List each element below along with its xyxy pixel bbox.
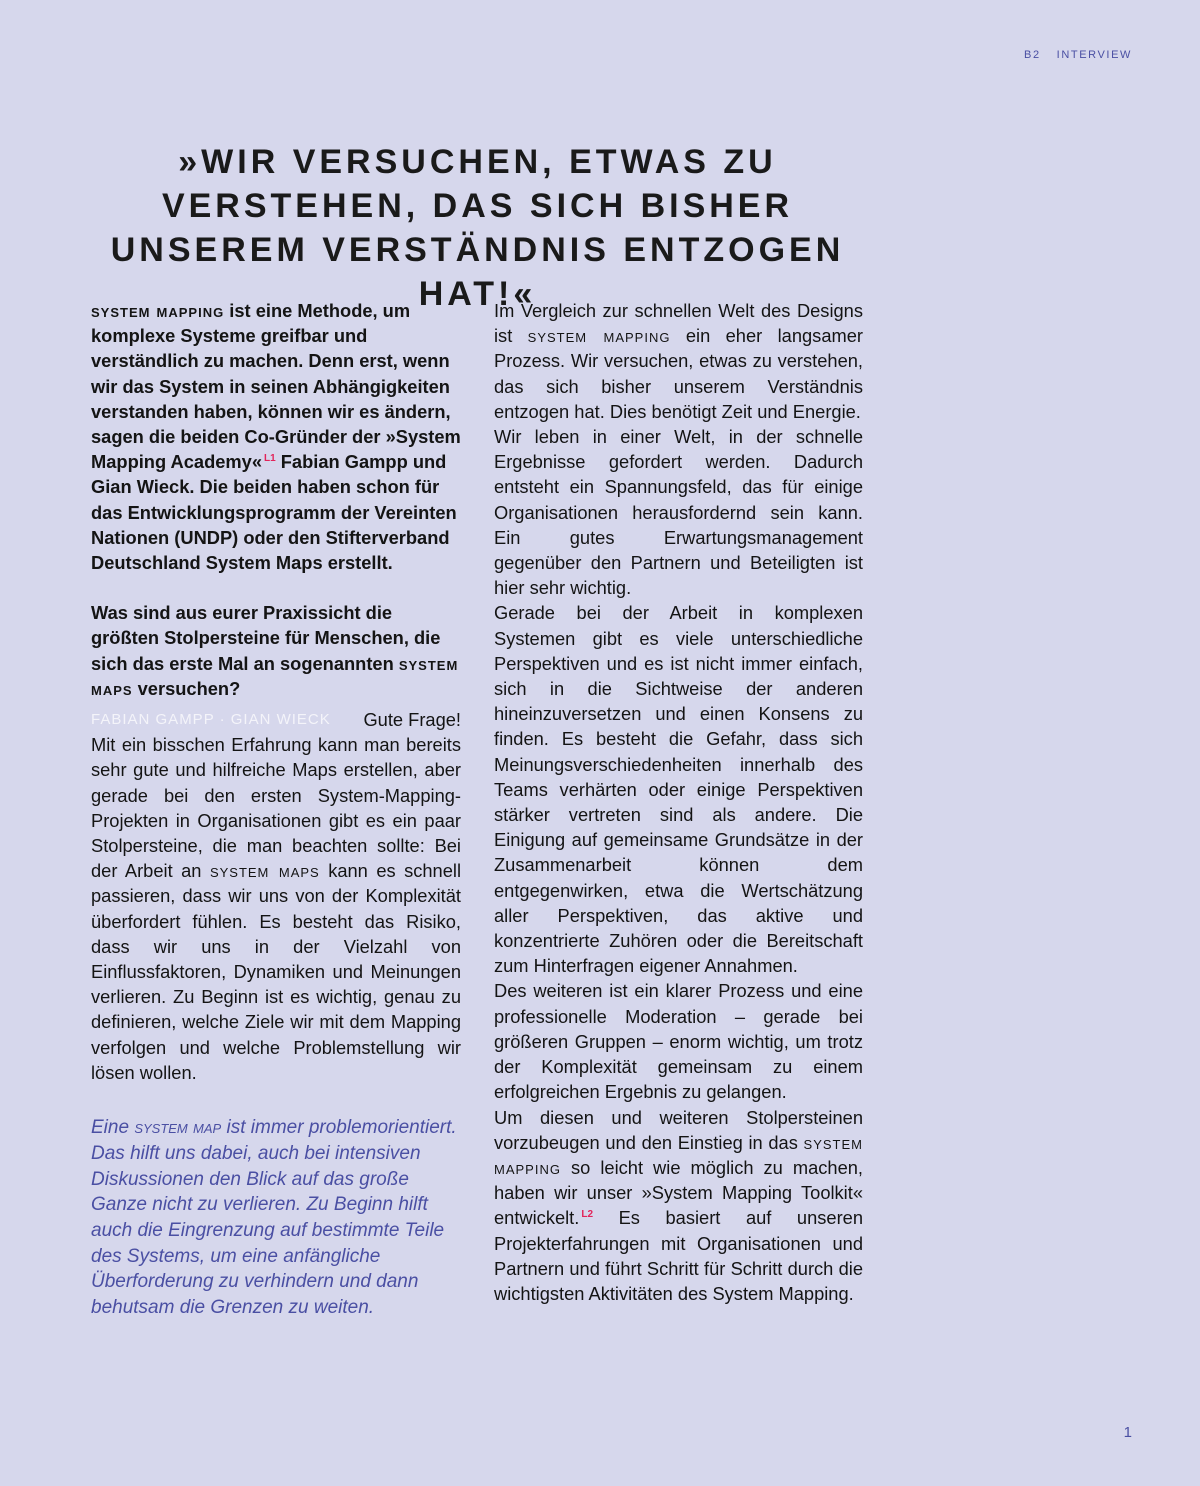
- right-paragraph-1: [494, 298, 863, 424]
- intro-text-2: Fabian Gampp und Gian Wieck. Die beiden haben schon für das Entwicklungsprogramm der Vereinten Nationen (UNDP) oder den Stifterverband Deutschland System Maps erstellt.: [91, 451, 457, 574]
- left-column: [91, 298, 461, 1321]
- question-text: Was sind aus eurer Praxissicht die größten Stolpersteine für Menschen, die sich das erste Mal an sogenannten: [91, 602, 441, 674]
- pull-quote: [91, 1115, 461, 1321]
- page-number: 1: [1123, 1424, 1132, 1441]
- reference-mark-l1: L1: [264, 453, 276, 465]
- section-code: B2: [1024, 49, 1041, 61]
- interview-question: [91, 600, 461, 701]
- article-headline: »WIR VERSUCHEN, ETWAS ZU VERSTEHEN, DAS SICH BISHER UNSEREM VERSTÄNDNIS ENTZOGEN HAT!«: [110, 143, 845, 313]
- answer-term: system maps: [209, 860, 320, 882]
- right-paragraph-2: Wir leben in einer Welt, in der schnelle Ergebnisse gefordert werden. Dadurch entsteht ein Spannungsfeld, das für einige Organisationen herausfordernd sein kann. Ein gutes Erwartungsmanagement gegenüber den Partnern und Beteiligten ist hier sehr wichtig.: [494, 426, 863, 599]
- right-paragraph-4: Des weiteren ist ein klarer Prozess und eine professionelle Moderation – gerade bei größeren Gruppen – enorm wichtig, um trotz der Komplexität gemeinsam zu einem erfolgreichen Ergebnis zu gelangen.: [494, 980, 863, 1103]
- quote-text-1: Eine: [91, 1117, 135, 1139]
- quote-term: system map: [134, 1117, 222, 1139]
- intro-text-1: ist eine Methode, um komplexe Systeme greifbar und verständlich zu machen. Denn erst, wenn wir das System in seinen Abhängigkeiten verstanden haben, können wir es ändern, sagen die beiden Co-Gründer der »System Mapping Academy«: [91, 300, 461, 473]
- answer-lead-line: [91, 707, 461, 732]
- intro-term: system mapping: [91, 300, 225, 321]
- intro-paragraph: [91, 298, 461, 575]
- speaker-label: FABIAN GAMPP · GIAN WIECK: [91, 711, 331, 729]
- right-p1-term: system mapping: [527, 325, 671, 347]
- question-term: system maps: [91, 652, 459, 699]
- question-text-end: versuchen?: [132, 677, 241, 699]
- right-column: [494, 298, 863, 1306]
- section-header: [1024, 49, 1132, 61]
- quote-text-2: ist immer problemorientiert. Das hilft uns dabei, auch bei intensiven Diskussionen den Blick auf das große Ganze nicht zu verlieren. Zu Beginn hilft auch die Eingrenzung auf bestimmte Teile des Systems, um eine anfängliche Überforderung zu verhindern und dann behutsam die Grenzen zu weiten.: [91, 1117, 457, 1319]
- right-p1-a: Im Vergleich zur schnellen Welt des Designs ist: [494, 300, 863, 347]
- right-p5-b: so leicht wie möglich zu machen, haben wir unser »System Mapping Toolkit« entwickelt.: [494, 1156, 863, 1229]
- section-category: INTERVIEW: [1056, 49, 1132, 61]
- answer-text-1: Mit ein bisschen Erfahrung kann man bereits sehr gute und hilfreiche Maps erstellen, aber gerade bei den ersten System-Mapping-Projekten in Organisationen gibt es ein paar Stolpersteine, die man beachten sollte: Bei der Arbeit an: [91, 734, 461, 882]
- right-p5-c: Es basiert auf unseren Projekterfahrungen mit Organisationen und Partnern und führt Schritt für Schritt durch die wichtigsten Aktivitäten des System Mapping.: [494, 1207, 863, 1304]
- reference-mark-l2: L2: [581, 1209, 594, 1221]
- interview-answer: [91, 707, 461, 1085]
- right-paragraph-3: Gerade bei der Arbeit in komplexen Systemen gibt es viele unterschiedliche Perspektiven und es ist nicht immer einfach, sich in die Sichtweise der anderen hineinzuversetzen und einen Konsens zu finden. Es besteht die Gefahr, dass sich Meinungsverschiedenheiten innerhalb des Teams verhärten oder einige Perspektiven stärker vertreten sind als andere. Die Einigung auf gemeinsame Grundsätze in der Zusammenarbeit können dem entgegenwirken, etwa die Wertschätzung aller Perspektiven, das aktive und konzentrierte Zuhören oder die Bereitschaft zum Hinterfragen eigener Annahmen.: [494, 602, 863, 977]
- right-paragraph-5: [494, 1105, 863, 1307]
- answer-text-2: kann es schnell passieren, dass wir uns von der Komplexität überfordert fühlen. Es besteht das Risiko, dass wir uns in der Vielzahl von Einflussfaktoren, Dynamiken und Meinungen verlieren. Zu Beginn ist es wichtig, genau zu definieren, welche Ziele wir mit dem Mapping verfolgen und welche Problemstellung wir lösen wollen.: [91, 860, 462, 1083]
- answer-lead: Gute Frage!: [363, 709, 461, 731]
- right-p5-term: system mapping: [494, 1131, 863, 1178]
- right-p5-a: Um diesen und weiteren Stolpersteinen vorzubeugen und den Einstieg in das: [494, 1106, 863, 1153]
- right-p1-b: ein eher langsamer Prozess. Wir versuchen, etwas zu verstehen, das sich bisher unserem Verständnis entzogen hat. Dies benötigt Zeit und Energie.: [494, 325, 863, 422]
